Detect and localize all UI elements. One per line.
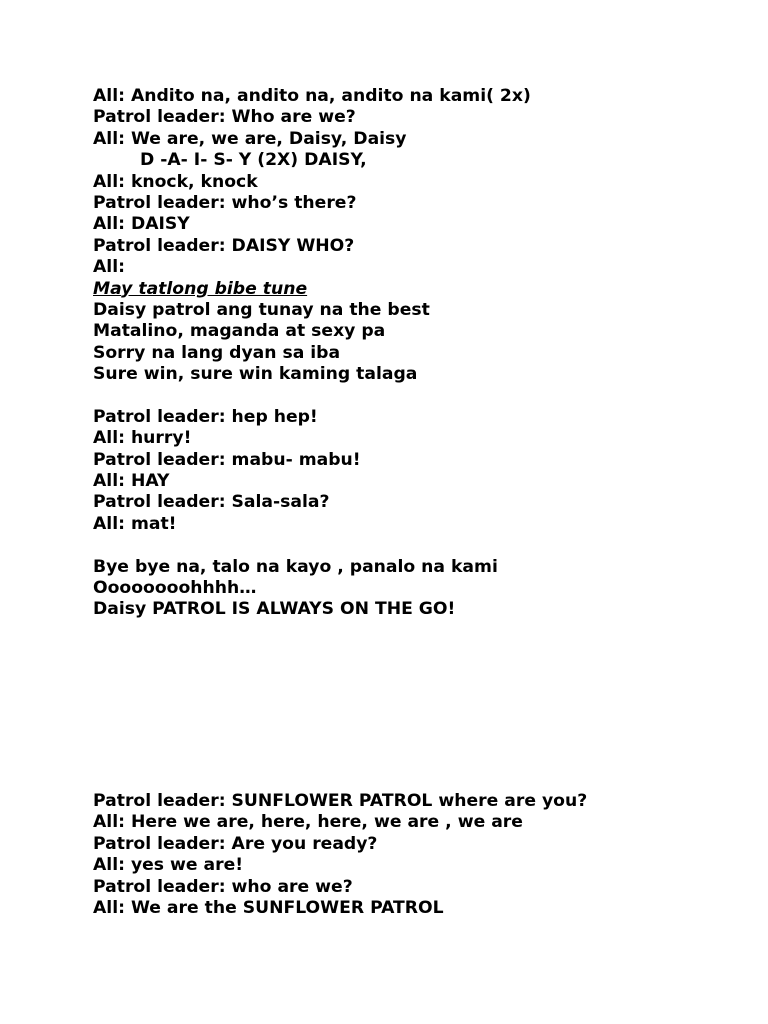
verse-line: Sorry na lang dyan sa iba	[93, 342, 341, 363]
text-line: Patrol leader: Are you ready?	[93, 833, 378, 854]
blank-line	[93, 385, 531, 406]
text-line: All: knock, knock	[93, 171, 258, 192]
verse-line: Matalino, maganda at sexy pa	[93, 321, 386, 342]
verse-line: Sure win, sure win kaming talaga	[93, 364, 418, 385]
cheer-line: All: hurry!	[93, 428, 192, 449]
blank-line	[93, 535, 531, 556]
text-line: All: We are, we are, Daisy, Daisy	[93, 128, 407, 149]
closing-line: Bye bye na, talo na kayo , panalo na kami	[93, 556, 498, 577]
cheer-line: All: HAY	[93, 471, 170, 492]
text-line: Patrol leader: Who are we?	[93, 107, 356, 128]
cheer-line: Patrol leader: Sala-sala?	[93, 492, 330, 513]
tune-heading: May tatlong bibe tune	[93, 278, 308, 299]
closing-line: Oooooooohhhh…	[93, 577, 257, 598]
text-line: All: We are the SUNFLOWER PATROL	[93, 897, 444, 918]
cheer-line: All: mat!	[93, 513, 177, 534]
daisy-patrol-cheer	[93, 86, 531, 621]
text-line: All: yes we are!	[93, 855, 244, 876]
verse-line: Daisy patrol ang tunay na the best	[93, 299, 430, 320]
text-line: All: Andito na, andito na, andito na kami( 2x)	[93, 86, 531, 106]
cheer-line: Patrol leader: hep hep!	[93, 406, 318, 427]
text-line: All: Here we are, here, here, we are , we are	[93, 812, 523, 833]
text-line: Patrol leader: SUNFLOWER PATROL where are you?	[93, 791, 588, 811]
text-line: Patrol leader: who are we?	[93, 876, 353, 897]
text-line: All:	[93, 257, 125, 278]
text-line-indented: D -A- I- S- Y (2X) DAISY,	[140, 150, 367, 171]
sunflower-patrol-cheer	[93, 791, 587, 919]
cheer-line: Patrol leader: mabu- mabu!	[93, 449, 361, 470]
text-line: Patrol leader: who’s there?	[93, 192, 357, 213]
closing-line: Daisy PATROL IS ALWAYS ON THE GO!	[93, 599, 456, 620]
text-line: All: DAISY	[93, 214, 190, 235]
text-line: Patrol leader: DAISY WHO?	[93, 235, 355, 256]
